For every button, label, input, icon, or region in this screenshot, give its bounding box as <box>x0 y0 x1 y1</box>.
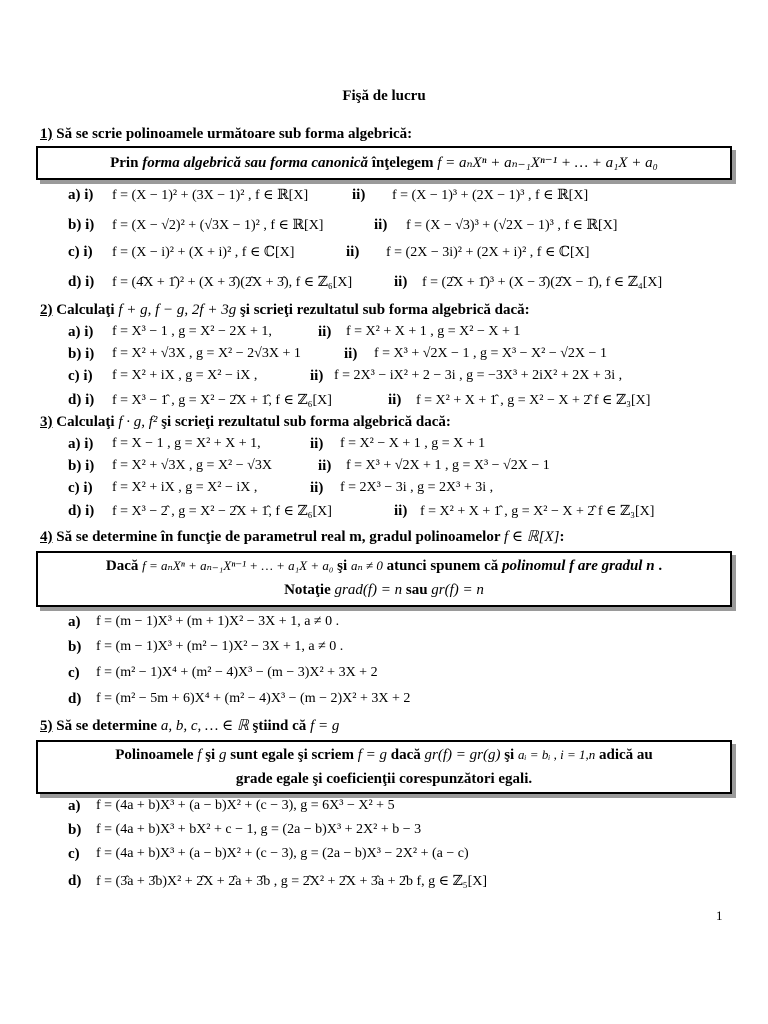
q2-c-ii-label: ii) <box>310 368 324 384</box>
question-2-pre: Calculaţi <box>52 302 119 318</box>
question-1-heading <box>40 126 412 143</box>
notation-formula-2: gr(f) = n <box>431 582 484 598</box>
definition-box-equality <box>36 740 732 794</box>
q2-b-label: b) i) <box>68 346 95 362</box>
degree-definition-line-2 <box>38 579 730 601</box>
q3-c-ii: f = 2X³ − 3i , g = 2X³ + 3i , <box>340 480 494 495</box>
q1-a-ii-label: ii) <box>352 187 366 203</box>
q1-d-ii: f = (2̂X + 1̂)³ + (X − 3̂)(2̂X − 1̂), f ∈ ℤ₄[X] <box>422 275 663 290</box>
equality-def-eq: f = g <box>357 747 388 763</box>
question-1-number: 1) <box>40 126 53 142</box>
q5-a-label: a) <box>68 798 81 814</box>
q2-a-i: f = X³ − 1 , g = X² − 2X + 1, <box>112 324 272 339</box>
q3-d-i: f = X³ − 2̂ , g = X² − 2̂X + 1̂, f ∈ ℤ₆[X] <box>112 504 332 519</box>
question-4-number: 4) <box>40 529 53 545</box>
degree-def-formula: f = aₙXⁿ + aₙ₋₁Xⁿ⁻¹ + … + a₁X + a₀ <box>142 558 334 573</box>
q3-a-label: a) i) <box>68 436 94 452</box>
q3-d-label: d) i) <box>68 503 95 519</box>
q5-c-text: f = (4a + b)X³ + (a − b)X² + (c − 3), g = (2a − b)X³ − 2X² + (a − c) <box>96 846 469 861</box>
degree-def-mid: şi <box>333 558 351 574</box>
q1-d-i: f = (4̂X + 1̂)² + (X + 3̂)(2̂X + 3̂), f ∈ ℤ₆[X] <box>112 275 353 290</box>
q3-a-ii-label: ii) <box>310 436 324 452</box>
question-2-number: 2) <box>40 302 53 318</box>
question-2-heading <box>40 302 530 319</box>
q4-b-text: f = (m − 1)X³ + (m² − 1)X² − 3X + 1, a ≠ 0 . <box>96 639 344 654</box>
question-2-formula: f + g, f − g, 2f + 3g <box>118 302 237 318</box>
equality-def-part-f: adică au <box>595 747 653 763</box>
q1-b-label: b) i) <box>68 217 95 233</box>
equality-definition-line-2: grade egale şi coeficienţii corespunzători egali. <box>235 771 533 787</box>
question-4-formula: f ∈ ℝ[X] <box>504 529 560 545</box>
degree-def-end: . <box>654 558 663 574</box>
q2-d-ii-label: ii) <box>388 392 402 408</box>
notation-mid: sau <box>402 582 432 598</box>
q2-d-label: d) i) <box>68 392 95 408</box>
degree-def-italic: polinomul f are gradul n <box>502 558 655 574</box>
equality-definition-line-1 <box>38 742 730 768</box>
notation-formula-1: grad(f) = n <box>334 582 403 598</box>
q1-c-ii-label: ii) <box>346 244 360 260</box>
question-5-mid: ştiind că <box>248 718 311 734</box>
equality-def-f: f <box>197 747 202 763</box>
page-number: 1 <box>716 908 723 923</box>
q4-a-label: a) <box>68 614 81 630</box>
equality-def-part-c: sunt egale şi scriem <box>226 747 358 763</box>
question-2-post: şi scrieţi rezultatul sub forma algebrică dacă: <box>236 302 530 318</box>
q2-a-label: a) i) <box>68 324 94 340</box>
definition-post: înţelegem <box>368 155 438 171</box>
q4-c-label: c) <box>68 665 80 681</box>
q3-b-label: b) i) <box>68 458 95 474</box>
q2-c-i: f = X² + iX , g = X² − iX , <box>112 368 258 383</box>
equality-def-g: g <box>218 747 227 763</box>
q3-d-ii: f = X² + X + 1̂ , g = X² − X + 2̂ f ∈ ℤ₃[X] <box>420 504 655 519</box>
question-3-pre: Calculaţi <box>52 414 119 430</box>
q3-c-label: c) i) <box>68 480 93 496</box>
q3-d-ii-label: ii) <box>394 503 408 519</box>
q3-b-ii: f = X³ + √2X + 1 , g = X³ − √2X − 1 <box>346 458 550 473</box>
q1-b-i: f = (X − √2)² + (√3X − 1)² , f ∈ ℝ[X] <box>112 218 324 233</box>
equality-def-part-d: dacă <box>387 747 425 763</box>
q1-a-i: f = (X − 1)² + (3X − 1)² , f ∈ ℝ[X] <box>112 188 309 203</box>
q5-d-label: d) <box>68 873 82 889</box>
q1-a-label: a) i) <box>68 187 94 203</box>
degree-def-condition: aₙ ≠ 0 <box>350 558 383 573</box>
q5-c-label: c) <box>68 846 80 862</box>
q2-d-ii: f = X² + X + 1̂ , g = X² − X + 2̂ f ∈ ℤ₃[X] <box>416 393 651 408</box>
q5-a-text: f = (4a + b)X³ + (a − b)X² + (c − 3), g = 6X³ − X² + 5 <box>96 798 395 813</box>
question-5-heading <box>40 716 339 735</box>
q3-a-i: f = X − 1 , g = X² + X + 1, <box>112 436 261 451</box>
q2-b-ii: f = X³ + √2X − 1 , g = X³ − X² − √2X − 1 <box>374 346 607 361</box>
q1-b-ii-label: ii) <box>374 217 388 233</box>
question-5-formula-2: f = g <box>310 718 340 734</box>
definition-box-algebraic-form <box>36 146 732 180</box>
degree-def-post: atunci spunem că <box>382 558 503 574</box>
q1-c-ii: f = (2X − 3i)² + (2X + i)² , f ∈ ℂ[X] <box>386 245 590 260</box>
q3-c-i: f = X² + iX , g = X² − iX , <box>112 480 258 495</box>
q1-d-label: d) i) <box>68 274 95 290</box>
page-title: Fişă de lucru <box>342 88 426 104</box>
q2-a-ii-label: ii) <box>318 324 332 340</box>
q3-b-i: f = X² + √3X , g = X² − √3X <box>112 458 272 473</box>
question-4-text: Să se determine în funcţie de parametrul real m, gradul polinoamelor <box>52 529 504 545</box>
question-3-formula: f · g, f² <box>118 414 158 430</box>
q5-b-label: b) <box>68 822 82 838</box>
q3-a-ii: f = X² − X + 1 , g = X + 1 <box>340 436 486 451</box>
q1-c-label: c) i) <box>68 244 93 260</box>
question-5-text: Să se determine <box>52 718 161 734</box>
q3-b-ii-label: ii) <box>318 458 332 474</box>
degree-def-pre: Dacă <box>105 558 143 574</box>
equality-def-degree: gr(f) = gr(g) <box>424 747 501 763</box>
definition-box-degree <box>36 551 732 607</box>
equality-def-part-e: şi <box>500 747 518 763</box>
q3-c-ii-label: ii) <box>310 480 324 496</box>
q2-b-ii-label: ii) <box>344 346 358 362</box>
q4-a-text: f = (m − 1)X³ + (m + 1)X² − 3X + 1, a ≠ 0 . <box>96 614 340 629</box>
q4-b-label: b) <box>68 639 82 655</box>
q2-d-i: f = X³ − 1̂ , g = X² − 2̂X + 1̂, f ∈ ℤ₆[X] <box>112 393 332 408</box>
notation-pre: Notaţie <box>284 582 335 598</box>
equality-def-part-a: Polinoamele <box>115 747 198 763</box>
definition-formula: f = aₙXⁿ + aₙ₋₁Xⁿ⁻¹ + … + a₁X + a₀ <box>437 155 658 171</box>
q4-d-label: d) <box>68 691 82 707</box>
q2-b-i: f = X² + √3X , g = X² − 2√3X + 1 <box>112 346 301 361</box>
question-5-number: 5) <box>40 718 53 734</box>
q1-a-ii: f = (X − 1)³ + (2X − 1)³ , f ∈ ℝ[X] <box>392 188 589 203</box>
equality-def-coefficients: aᵢ = bᵢ , i = 1,n <box>517 747 596 762</box>
question-1-text: Să se scrie polinoamele următoare sub forma algebrică: <box>52 126 413 142</box>
q2-a-ii: f = X² + X + 1 , g = X² − X + 1 <box>346 324 521 339</box>
degree-definition-line-1 <box>38 553 730 579</box>
q2-c-label: c) i) <box>68 368 93 384</box>
q5-d-text: f = (3̂a + 3̂b)X² + 2̂X + 2̂a + 3̂b , g = 2̂X² + 2̂X + 3̂a + 2̂b f, g ∈ ℤ₅[X] <box>96 874 488 889</box>
equality-def-part-b: şi <box>201 747 219 763</box>
question-4-heading <box>40 527 565 546</box>
definition-italic: forma algebrică sau forma canonică <box>142 155 369 171</box>
question-3-heading <box>40 414 451 431</box>
q1-c-i: f = (X − i)² + (X + i)² , f ∈ ℂ[X] <box>112 245 295 260</box>
q1-d-ii-label: ii) <box>394 274 408 290</box>
definition-prefix: Prin <box>110 155 143 171</box>
q1-b-ii: f = (X − √3)³ + (√2X − 1)³ , f ∈ ℝ[X] <box>406 218 618 233</box>
q4-c-text: f = (m² − 1)X⁴ + (m² − 4)X³ − (m − 3)X² + 3X + 2 <box>96 665 378 680</box>
question-3-post: şi scrieţi rezultatul sub forma algebrică dacă: <box>157 414 451 430</box>
question-4-tail: : <box>559 529 565 545</box>
q4-d-text: f = (m² − 5m + 6)X⁴ + (m² − 4)X³ − (m − 2)X² + 3X + 2 <box>96 691 411 706</box>
question-5-formula: a, b, c, … ∈ ℝ <box>160 718 249 734</box>
q2-c-ii: f = 2X³ − iX² + 2 − 3i , g = −3X³ + 2iX² + 2X + 3i , <box>334 368 623 383</box>
question-3-number: 3) <box>40 414 53 430</box>
q5-b-text: f = (4a + b)X³ + bX² + c − 1, g = (2a − b)X³ + 2X² + b − 3 <box>96 822 422 837</box>
